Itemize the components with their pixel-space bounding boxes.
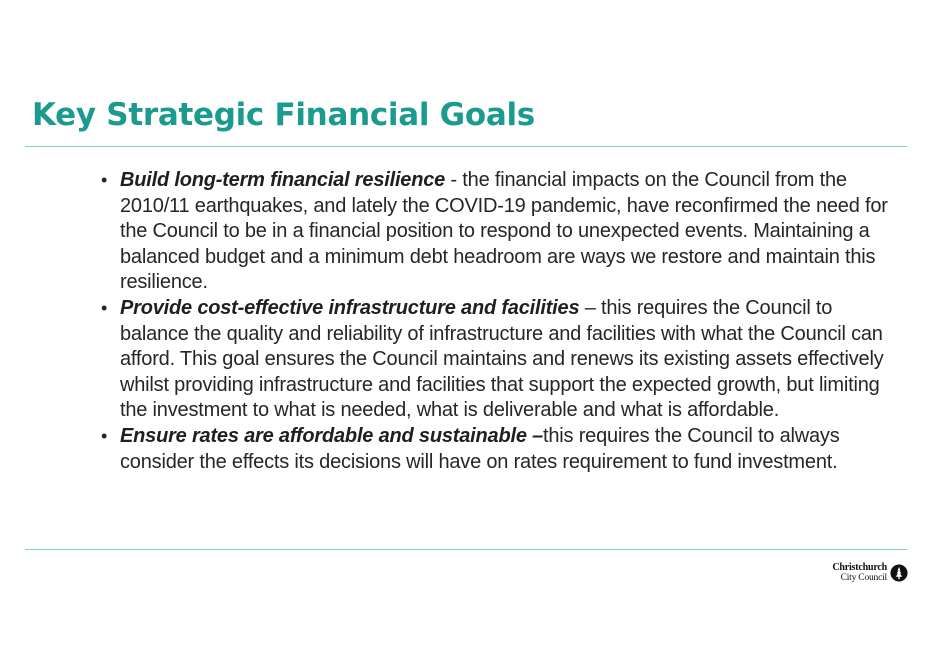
page-title: Key Strategic Financial Goals — [32, 97, 535, 133]
logo-line-2: City Council — [840, 573, 887, 583]
goal-item-rates — [98, 424, 906, 475]
council-logo — [832, 563, 908, 583]
goals-list — [98, 168, 906, 475]
goal-item-infrastructure — [98, 296, 906, 424]
goal-description: – this requires the Council to balance the quality and reliability of infrastructure and facilities with what the Council can afford. This goal ensures the Council maintains and renews its existing assets effectively whilst providing infrastructure and facilities that support the expected growth, but limiting the investment to what is needed, what is deliverable and what is affordable. — [120, 296, 884, 422]
goal-description: - the financial impacts on the Council from the 2010/11 earthquakes, and lately the COVID-19 pandemic, have reconfirmed the need for the Council to be in a financial position to respond to unexpected events. Maintaining a balanced budget and a minimum debt headroom are ways we restore and maintain this resilience. — [120, 169, 888, 294]
footer-divider — [25, 549, 907, 550]
christchurch-city-council-logo-icon — [890, 564, 908, 582]
logo-line-1: Christchurch — [832, 562, 887, 573]
title-divider — [25, 146, 907, 147]
goal-heading: Ensure rates are affordable and sustainable – — [120, 424, 544, 447]
bullet-icon: • — [101, 425, 108, 446]
goal-heading: Build long-term financial resilience — [120, 169, 446, 191]
goal-heading: Provide cost-effective infrastructure and facilities — [120, 296, 580, 319]
goal-description: this requires the Council to always consider the effects its decisions will have on rates requirement to fund investment. — [120, 424, 840, 473]
goal-item-resilience — [98, 168, 906, 296]
bullet-icon: • — [101, 297, 108, 318]
bullet-icon: • — [101, 170, 108, 190]
logo-text — [832, 563, 887, 583]
